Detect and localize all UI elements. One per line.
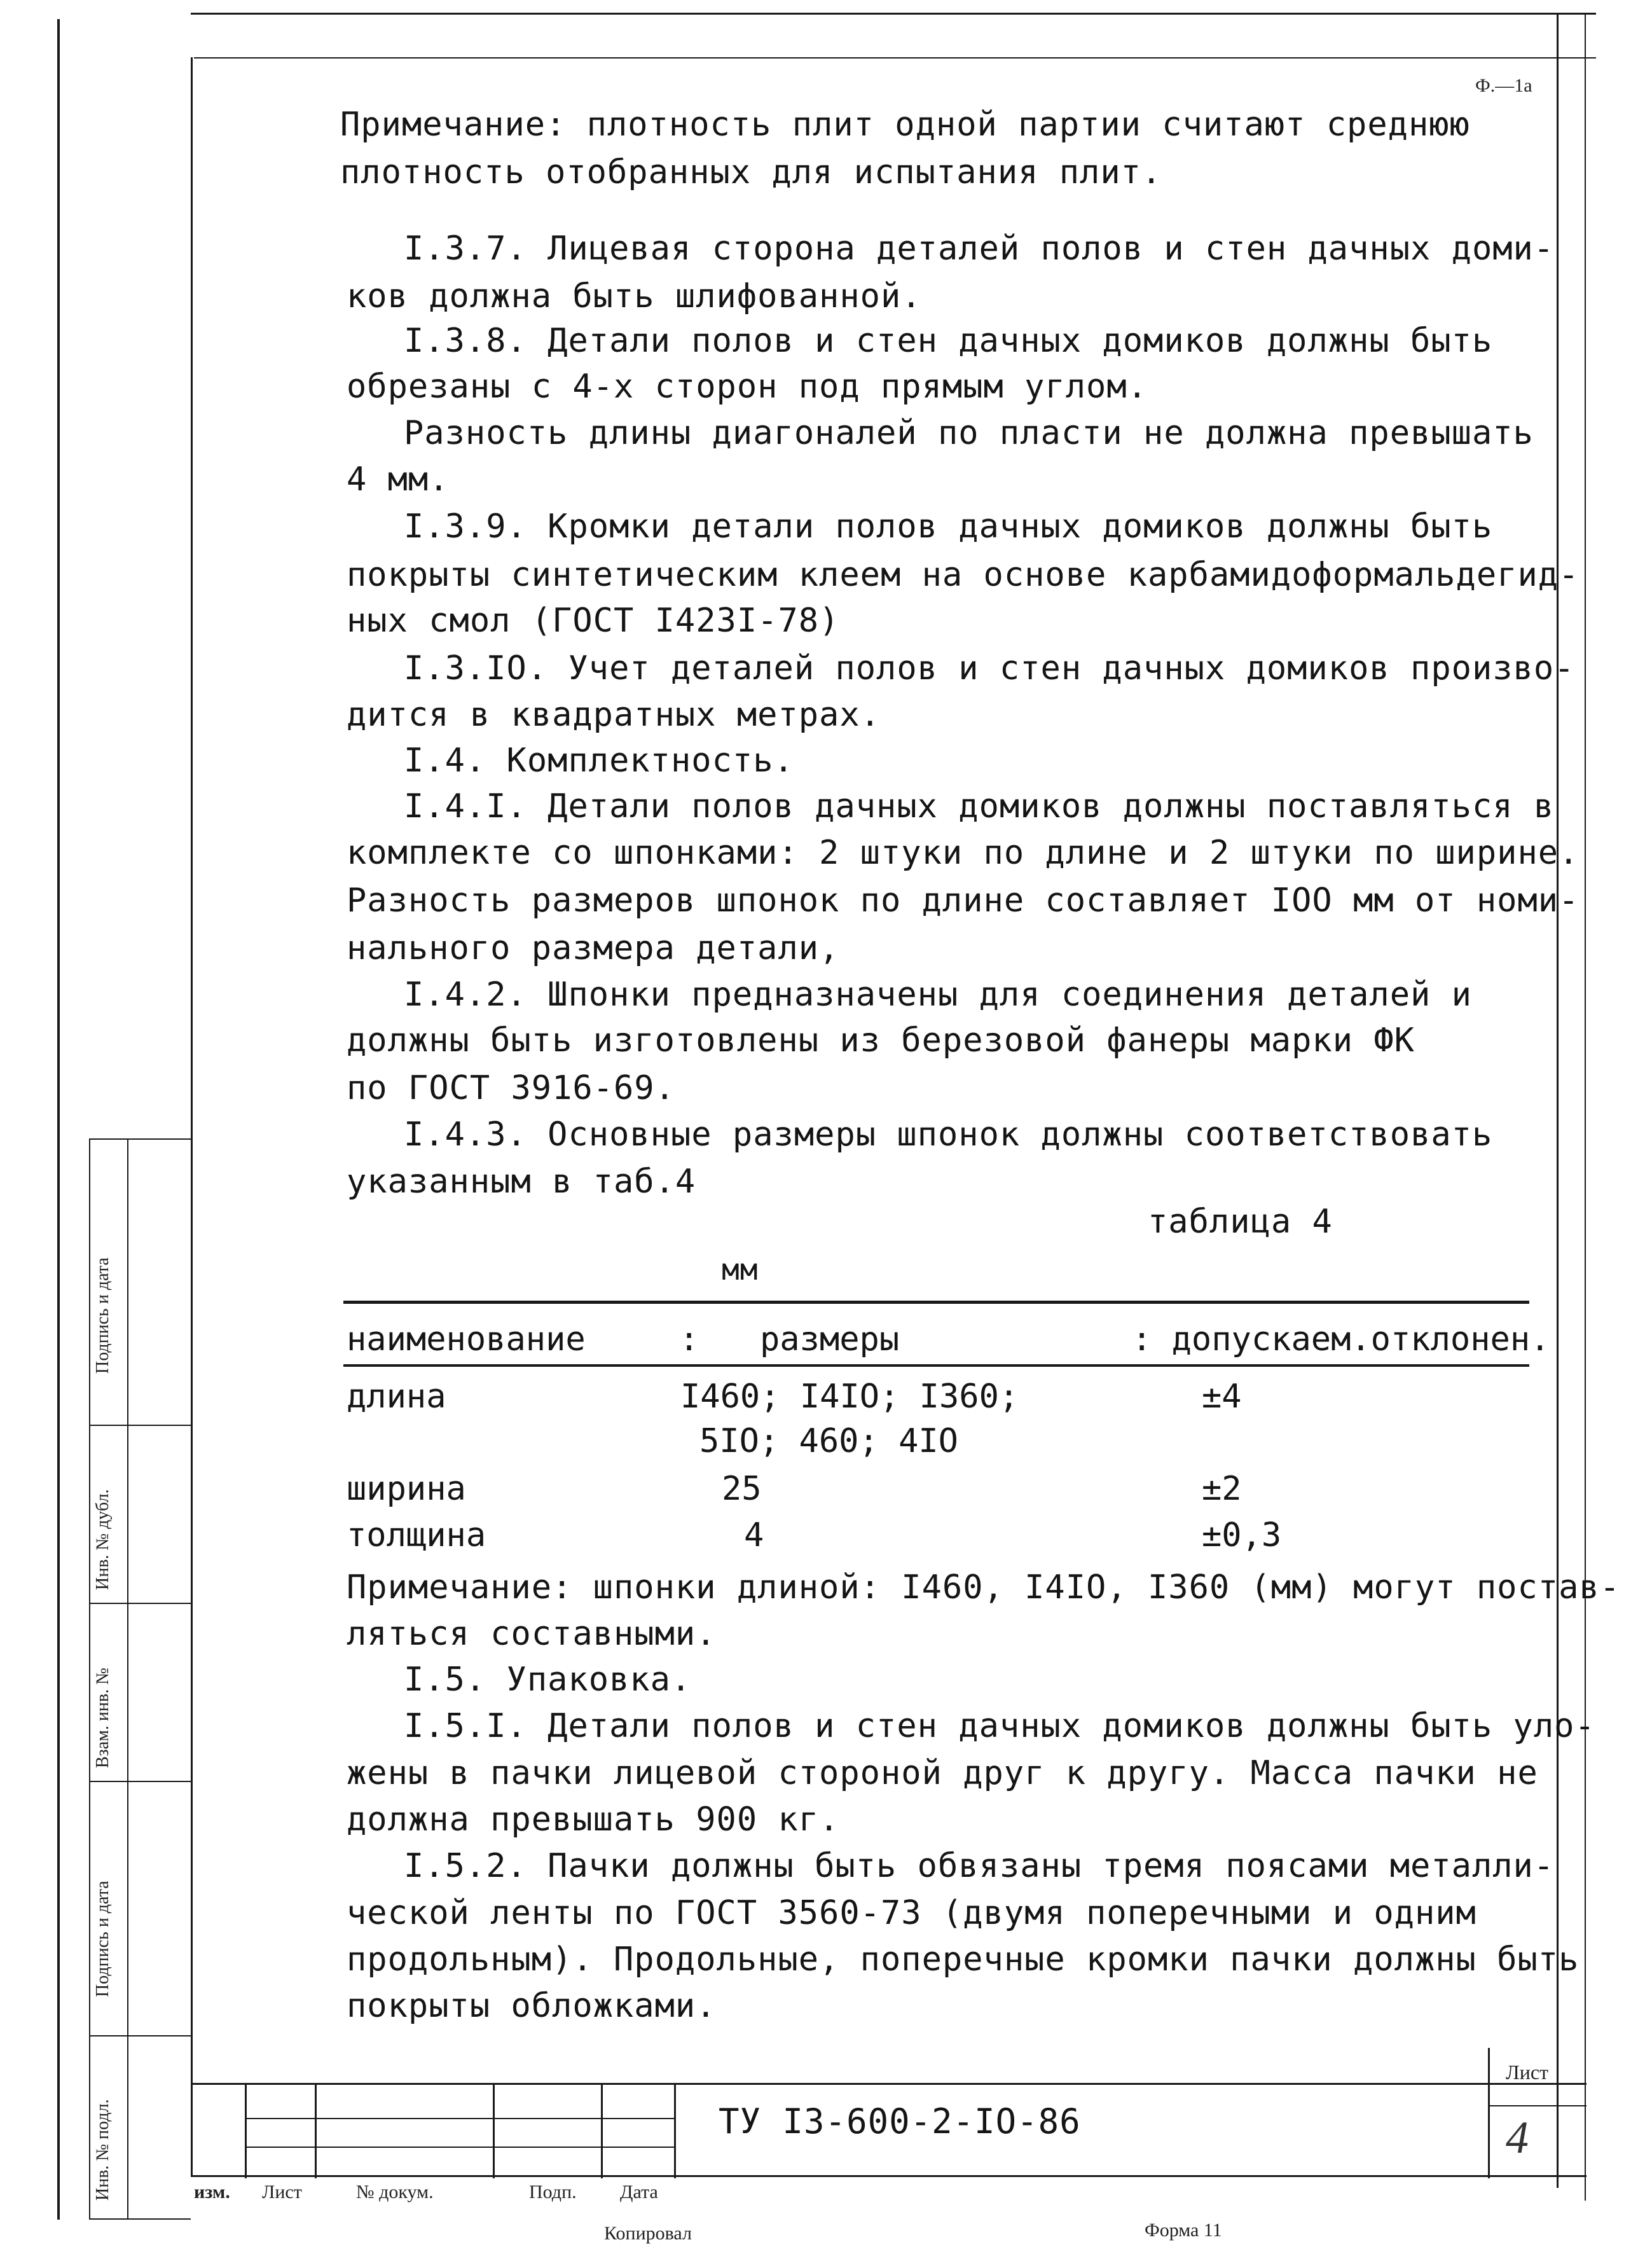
body-line: указанным в таб.4 xyxy=(347,1163,696,1201)
side-sep xyxy=(89,2218,191,2220)
table-row-name: ширина xyxy=(347,1470,466,1508)
stamp-col-date: Дата xyxy=(620,2181,658,2202)
frame-top-line xyxy=(191,13,1596,15)
side-sep xyxy=(89,1603,191,1604)
table-header-name: наименование xyxy=(347,1320,586,1359)
body-line: 4 мм. xyxy=(347,460,450,499)
body-line: I.3.IO. Учет деталей полов и стен дачных домиков произво- xyxy=(404,649,1575,688)
body-line: покрыты синтетическим клеем на основе карбамидоформальдегид- xyxy=(347,556,1580,594)
body-line: Примечание: шпонки длиной: I460, I4IO, I360 (мм) могут постав- xyxy=(347,1568,1621,1607)
body-line: Разность длины диагоналей по пласти не должна превышать xyxy=(404,414,1534,452)
body-line: должны быть изготовлены из березовой фанеры марки ФК xyxy=(347,1021,1415,1060)
body-line: I.4. Комплектность. xyxy=(404,742,794,780)
stamp-vline xyxy=(674,2083,676,2178)
body-line: дится в квадратных метрах. xyxy=(347,696,881,734)
body-line: Разность размеров шпонок по длине составляет IOO мм от номи- xyxy=(347,882,1580,920)
table-header-tol: : допускаем.отклонен. xyxy=(1132,1320,1550,1359)
side-col-line xyxy=(89,1138,90,2220)
stamp-bottom-rule xyxy=(191,2175,1587,2177)
stamp-col-doc: № докум. xyxy=(356,2181,434,2202)
body-line: жены в пачки лицевой стороной друг к другу. Масса пачки не xyxy=(347,1754,1538,1792)
table-row-sizes: I460; I4IO; I360; xyxy=(680,1378,1019,1416)
table-header-sep: : xyxy=(679,1320,699,1359)
table-row-tol: ±4 xyxy=(1202,1378,1242,1416)
table-row-sizes: 5IO; 460; 4IO xyxy=(699,1422,958,1460)
stamp-hline xyxy=(245,2118,674,2119)
body-line: по ГОСТ 3916-69. xyxy=(347,1069,675,1107)
table-row-sizes: 25 xyxy=(722,1470,762,1508)
stamp-col-list: Лист xyxy=(262,2181,302,2202)
table-caption: таблица 4 xyxy=(1148,1203,1333,1241)
frame-top-line-2 xyxy=(194,57,1596,59)
stamp-col-izm: изм. xyxy=(194,2181,230,2202)
side-label-vzam-inv: Взам. инв. № xyxy=(93,1668,113,1768)
stamp-top-rule xyxy=(191,2083,1587,2085)
body-line: обрезаны с 4-х сторон под прямым углом. xyxy=(347,368,1148,406)
body-line: должна превышать 900 кг. xyxy=(347,1801,840,1839)
body-line: ков должна быть шлифованной. xyxy=(347,277,922,315)
table-header-sizes: размеры xyxy=(760,1320,900,1359)
body-line: ческой ленты по ГОСТ 3560-73 (двумя поперечными и одним xyxy=(347,1894,1476,1932)
body-line: комплекте со шпонками: 2 штуки по длине и 2 штуки по ширине. xyxy=(347,834,1580,872)
body-line: продольным). Продольные, поперечные кромки пачки должны быть xyxy=(347,1940,1580,1979)
stamp-vline xyxy=(245,2083,247,2178)
stamp-vline xyxy=(493,2083,495,2178)
table-row-name: длина xyxy=(347,1378,446,1416)
stamp-col-sign: Подп. xyxy=(529,2181,577,2202)
side-sep xyxy=(89,2035,191,2036)
body-line: покрыты обложками. xyxy=(347,1987,717,2025)
table-row-name: толщина xyxy=(347,1516,486,1554)
frame-right-line-2 xyxy=(1585,13,1586,2201)
side-sep xyxy=(89,1425,191,1426)
stamp-vline xyxy=(601,2083,603,2178)
side-label-sign-date: Подпись и дата xyxy=(93,1257,113,1374)
table-unit: мм xyxy=(722,1252,759,1287)
frame-left-outer xyxy=(57,19,60,2220)
side-sep xyxy=(89,1138,191,1140)
sheet-cell-rule xyxy=(1488,2105,1587,2106)
body-line: I.3.9. Кромки детали полов дачных домиков должны быть xyxy=(404,508,1493,546)
stamp-vline xyxy=(315,2083,317,2178)
body-line: I.4.3. Основные размеры шпонок должны соответствовать xyxy=(404,1116,1493,1154)
body-line: ляться составными. xyxy=(347,1615,717,1653)
stamp-vline xyxy=(1488,2048,1490,2178)
body-line: плотность отобранных для испытания плит. xyxy=(340,153,1162,191)
body-line: I.5.I. Детали полов и стен дачных домиков должны быть уло- xyxy=(404,1707,1595,1745)
body-line: I.4.I. Детали полов дачных домиков должны поставляться в xyxy=(404,787,1555,826)
body-line: I.3.7. Лицевая сторона деталей полов и стен дачных доми- xyxy=(404,230,1555,268)
side-label-sign-date-2: Подпись и дата xyxy=(93,1881,113,1997)
side-label-inv-podl: Инв. № подл. xyxy=(93,2099,113,2201)
frame-left-inner xyxy=(191,57,193,2175)
frame-right-line xyxy=(1557,13,1559,2188)
side-sep xyxy=(89,1781,191,1782)
body-line: ных смол (ГОСТ I423I-78) xyxy=(347,602,840,640)
sheet-label: Лист xyxy=(1506,2061,1549,2084)
table-row-tol: ±2 xyxy=(1202,1470,1242,1508)
footer-form: Форма 11 xyxy=(1145,2220,1222,2241)
footer-copied: Копировал xyxy=(604,2223,692,2244)
body-line: I.5.2. Пачки должны быть обвязаны тремя поясами металли- xyxy=(404,1847,1555,1885)
table-row-tol: ±0,3 xyxy=(1202,1516,1282,1554)
stamp-hline xyxy=(245,2147,674,2148)
table-header-rule xyxy=(343,1364,1529,1367)
side-label-inv-dubl: Инв. № дубл. xyxy=(93,1489,113,1590)
body-line: Примечание: плотность плит одной партии считают среднюю xyxy=(340,106,1470,144)
body-line: I.3.8. Детали полов и стен дачных домиков должны быть xyxy=(404,322,1493,360)
doc-code: ТУ I3-600-2-IO-86 xyxy=(719,2101,1081,2141)
body-line: I.5. Упаковка. xyxy=(404,1661,692,1699)
form-code: Ф.—1а xyxy=(1475,75,1532,96)
sheet-number: 4 xyxy=(1506,2112,1529,2163)
body-line: I.4.2. Шпонки предназначены для соединения деталей и xyxy=(404,976,1472,1014)
table-row-sizes: 4 xyxy=(744,1516,764,1554)
body-line: нального размера детали, xyxy=(347,929,840,967)
side-col-line-right xyxy=(127,1138,128,2220)
table-top-rule xyxy=(343,1301,1529,1304)
